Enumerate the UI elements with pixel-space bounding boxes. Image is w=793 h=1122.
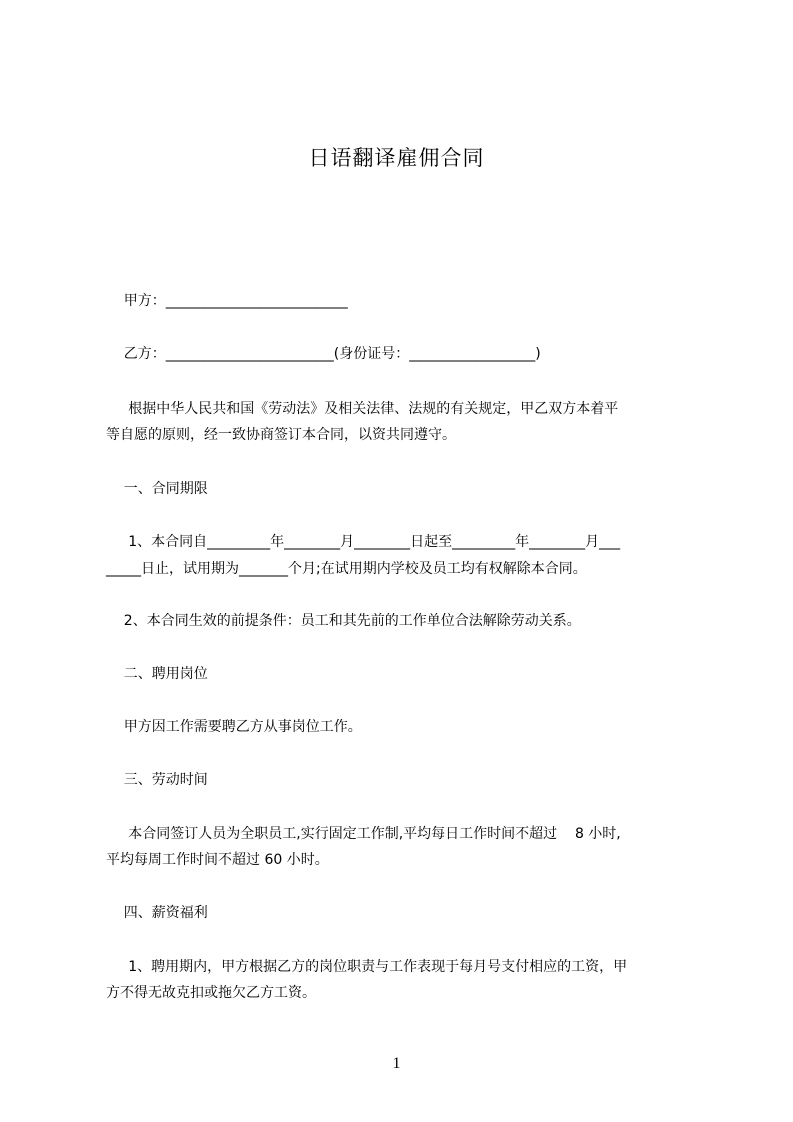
- hours-line-2: 平均每周工作时间不超过 60 小时。: [106, 852, 329, 868]
- preamble-line-2: 等自愿的原则，经一致协商签订本合同，以资共同遵守。: [106, 427, 456, 443]
- section-heading-salary: 四、薪资福利: [106, 905, 208, 921]
- clause-1-1-line-2: _____日止，试用期为_______个月;在试用期内学校及员工均有权解除本合同。: [106, 561, 587, 577]
- section-heading-position: 二、聘用岗位: [106, 666, 208, 682]
- clause-1-2: 2、本合同生效的前提条件：员工和其先前的工作单位合法解除劳动关系。: [106, 613, 581, 629]
- section-heading-term: 一、合同期限: [106, 481, 208, 497]
- preamble-line-1: 根据中华人民共和国《劳动法》及相关法律、法规的有关规定，甲乙双方本着平: [106, 401, 619, 417]
- party-b-line: 乙方：________________________(身份证号：__________________): [106, 346, 541, 362]
- salary-clause-1-line-2: 方不得无故克扣或拖欠乙方工资。: [106, 985, 316, 1001]
- section-heading-hours: 三、劳动时间: [106, 772, 208, 788]
- hours-line-1: 本合同签订人员为全职员工,实行固定工作制,平均每日工作时间不超过 8 小时,: [106, 826, 621, 842]
- position-text: 甲方因工作需要聘乙方从事岗位工作。: [106, 719, 362, 735]
- document-title: 日语翻译雇佣合同: [308, 146, 485, 170]
- salary-clause-1-line-1: 1、聘用期内，甲方根据乙方的岗位职责与工作表现于每月号支付相应的工资，甲: [106, 959, 628, 975]
- party-a-line: 甲方：__________________________: [106, 293, 348, 309]
- page-number: 1: [392, 1055, 401, 1072]
- clause-1-1-line-1: 1、本合同自_________年________月________日起至_________年________月___: [106, 534, 621, 550]
